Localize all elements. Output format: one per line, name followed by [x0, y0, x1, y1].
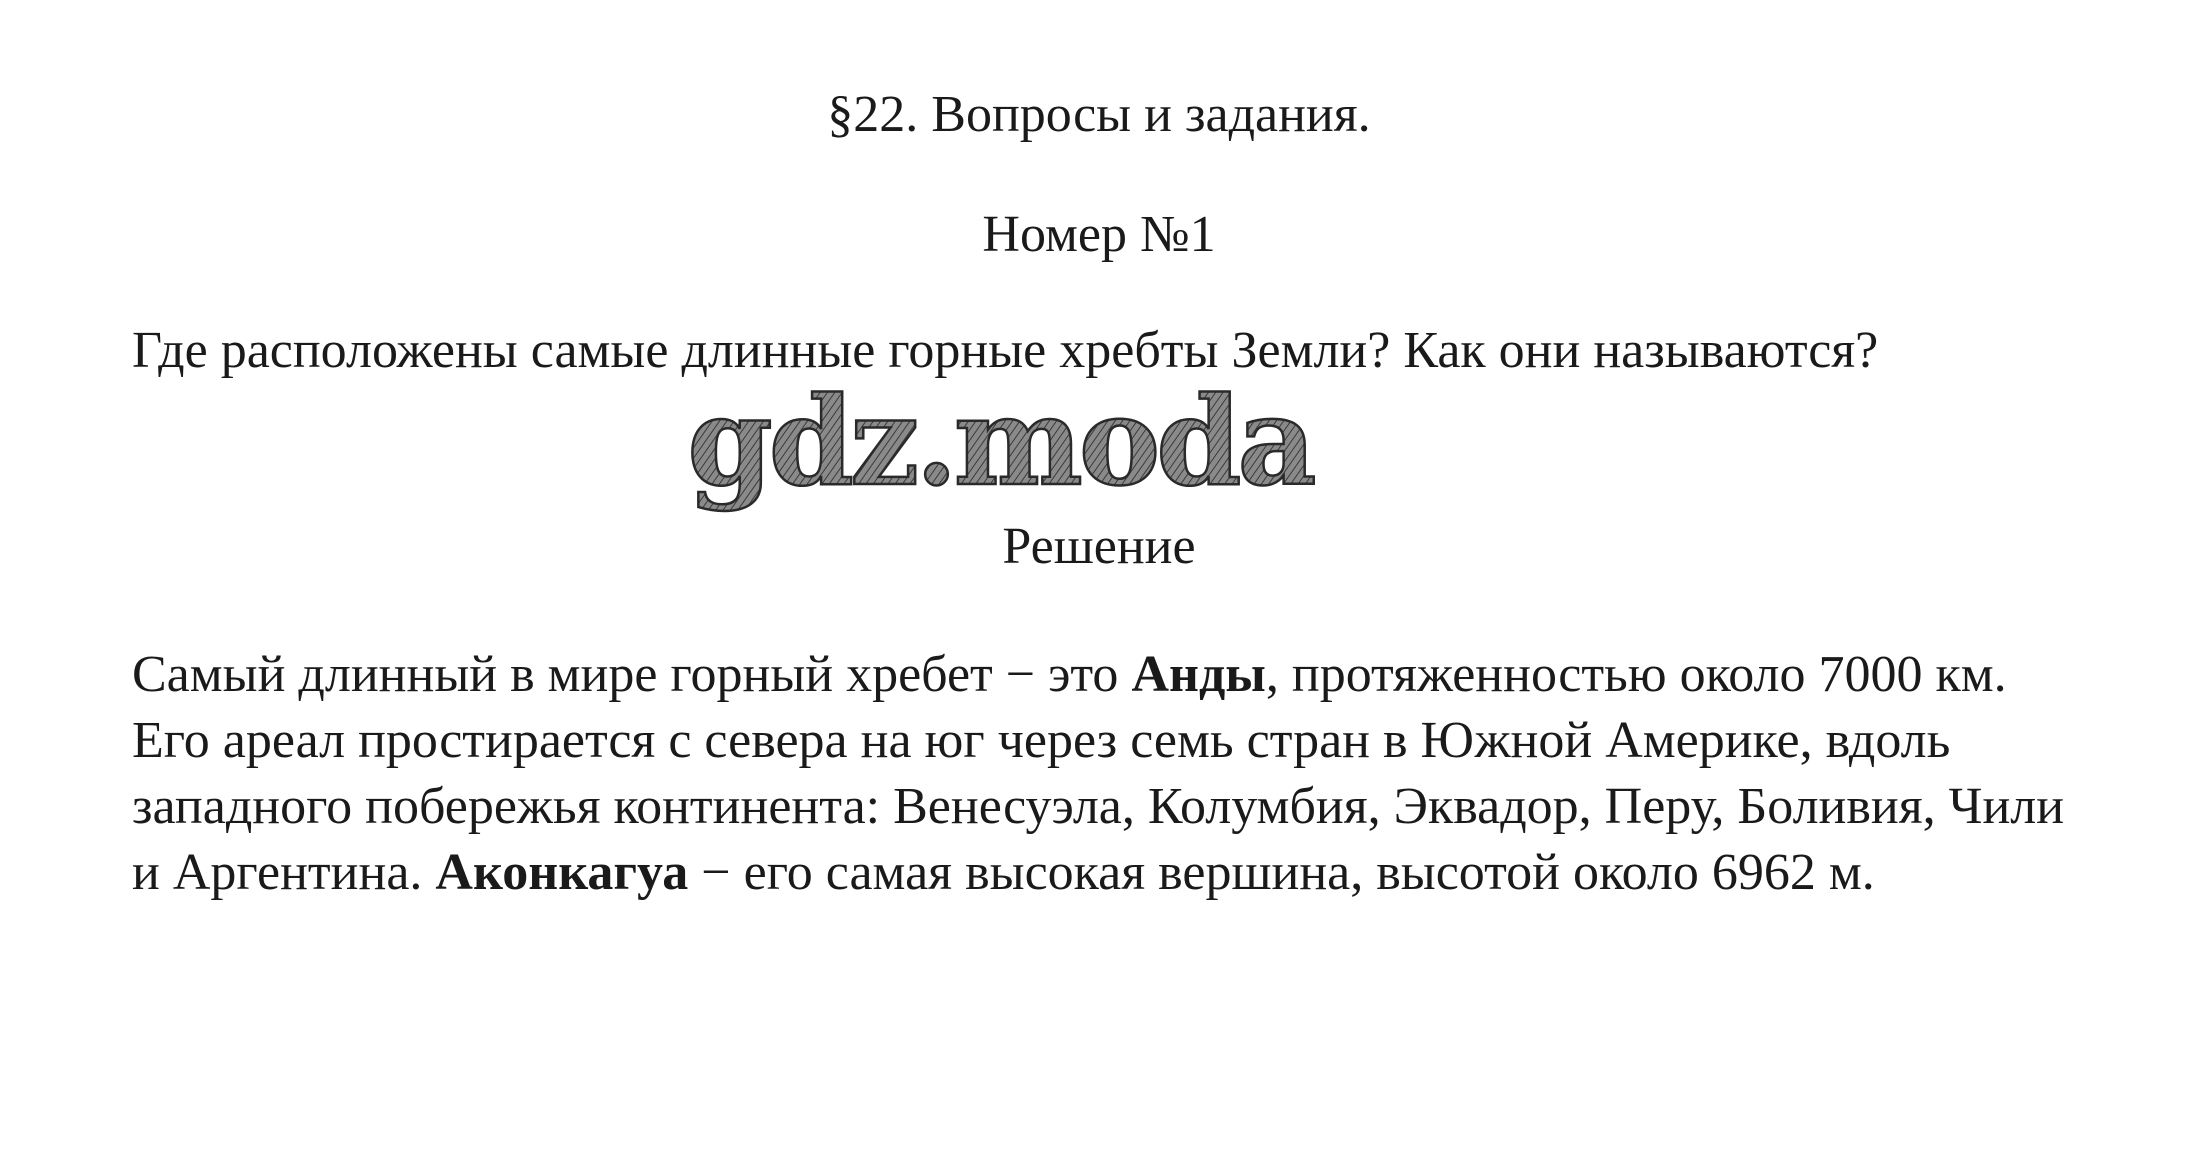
answer-term-andes: Анды — [1131, 646, 1266, 703]
answer-text — [132, 642, 2092, 906]
answer-part-3: − его самая высокая вершина, высотой около 6962 м. — [688, 844, 1875, 901]
section-title: §22. Вопросы и задания. — [827, 86, 1371, 143]
answer-term-aconcagua: Аконкагуа — [435, 844, 689, 901]
task-number-title: Номер №1 — [982, 206, 1216, 263]
watermark-text: gdz.moda — [687, 372, 1313, 513]
watermark-logo — [680, 372, 1320, 532]
question-text: Где расположены самые длинные горные хребты Земли? Как они называются? — [132, 322, 1879, 379]
answer-part-2: , протяженностью около 7000 км. Его ареал простирается с севера на юг через семь стран в Южной Америке, вдоль западного побережья континента: Венесуэла, Колумбия, Эквадор, Перу, Боливия, Чили и Аргентина. — [132, 646, 2065, 901]
answer-part-1: Самый длинный в мире горный хребет − это — [132, 646, 1132, 703]
solution-heading: Решение — [1002, 518, 1196, 575]
